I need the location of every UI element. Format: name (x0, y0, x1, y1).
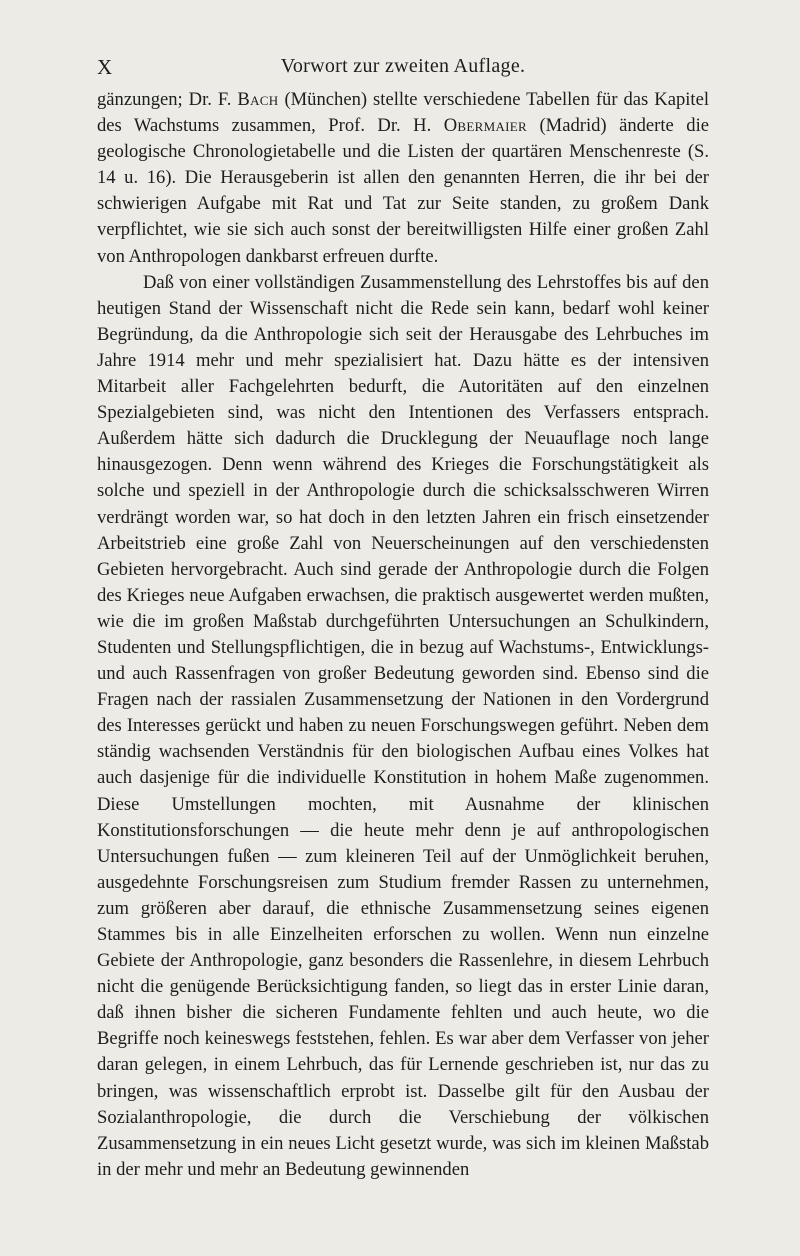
author-name-obermaier: Obermaier (443, 115, 528, 137)
text-run: (München) stellte verschiedene Tabellen für das Kapitel des Wachstums zusammen, Prof. Dr. H. (97, 89, 709, 137)
page-number: X (97, 55, 114, 79)
paragraph-1 (97, 87, 709, 270)
running-title: Vorwort zur zweiten Auflage. (280, 55, 526, 77)
text-run: (Madrid) änderte die geologische Chronologietabelle und die Listen der quartären Menschenreste (S. 14 u. 16). Die Herausgeberin ist allen den genannten Herren, die ihr bei der schwierigen Aufgabe mit Rat und Tat zur Seite standen, zu großem Dank verpflichtet, wie sie sich auch sonst der bereitwilligsten Hilfe einer großen Zahl von Anthropologen dankbarst erfreuen durfte. (97, 115, 709, 267)
body-text (97, 87, 709, 1183)
paragraph-2: Daß von einer vollständigen Zusammenstellung des Lehrstoffes bis auf den heutigen Stand der Wissenschaft nicht die Rede sein kann, bedarf wohl keiner Begründung, da die Anthropologie sich seit der Herausgabe des Lehrbuches im Jahre 1914 mehr und mehr spezialisiert hat. Dazu hätte es der intensiven Mitarbeit aller Fachgelehrten bedurft, die Autoritäten auf den einzelnen Spezialgebieten sind, was nicht den Intentionen des Verfassers entsprach. Außerdem hätte sich dadurch die Drucklegung der Neuauflage noch lange hinausgezogen. Denn wenn während des Krieges die Forschungstätigkeit als solche und speziell in der Anthropologie durch die schicksalsschweren Wirren verdrängt worden war, so hat doch in den letzten Jahren ein frisch einsetzender Arbeitstrieb eine große Zahl von Neuerscheinungen auf den verschiedensten Gebieten hervorgebracht. Auch sind gerade der Anthropologie durch die Folgen des Krieges neue Aufgaben erwachsen, die praktisch ausgewertet werden mußten, wie die im großen Maßstab durchgeführten Untersuchungen an Schulkindern, Studenten und Stellungspflichtigen, die in bezug auf Wachstums-, Entwicklungs- und auch Rassenfragen von großer Bedeutung geworden sind. Ebenso sind die Fragen nach der rassialen Zusammensetzung der Nationen in den Vordergrund des Interesses gerückt und haben zu neuen Forschungswegen geführt. Neben dem ständig wachsenden Verständnis für den biologischen Aufbau eines Volkes hat auch dasjenige für die individuelle Konstitution in hohem Maße zugenommen. Diese Umstellungen mochten, mit Ausnahme der klinischen Konstitutionsforschungen — die heute mehr denn je auf anthropologischen Untersuchungen fußen — zum kleineren Teil auf der Unmöglichkeit beruhen, ausgedehnte Forschungsreisen zum Studium fremder Rassen zu unternehmen, zum größeren aber darauf, die ethnische Zusammensetzung seines eigenen Stammes bis in alle Einzelheiten erforschen zu wollen. Wenn nun einzelne Gebiete der Anthropologie, ganz besonders die Rassenlehre, in diesem Lehrbuch nicht die genügende Berücksichtigung fanden, so liegt das in erster Linie daran, daß ihnen bisher die sicheren Fundamente fehlten und auch heute, wo die Begriffe noch keineswegs feststehen, fehlen. Es war aber dem Verfasser von jeher daran gelegen, in einem Lehrbuch, das für Lernende geschrieben ist, nur das zu bringen, was wissenschaftlich erprobt ist. Dasselbe gilt für den Ausbau der Sozialanthropologie, die durch die Verschiebung der völkischen Zusammensetzung in ein neues Licht gesetzt wurde, was sich im kleinen Maßstab in der mehr und mehr an Bedeutung gewinnenden (97, 271, 709, 1180)
page-header (97, 55, 709, 81)
author-name-bach: Bach (237, 89, 279, 110)
text-run: gänzungen; Dr. F. (97, 89, 238, 110)
